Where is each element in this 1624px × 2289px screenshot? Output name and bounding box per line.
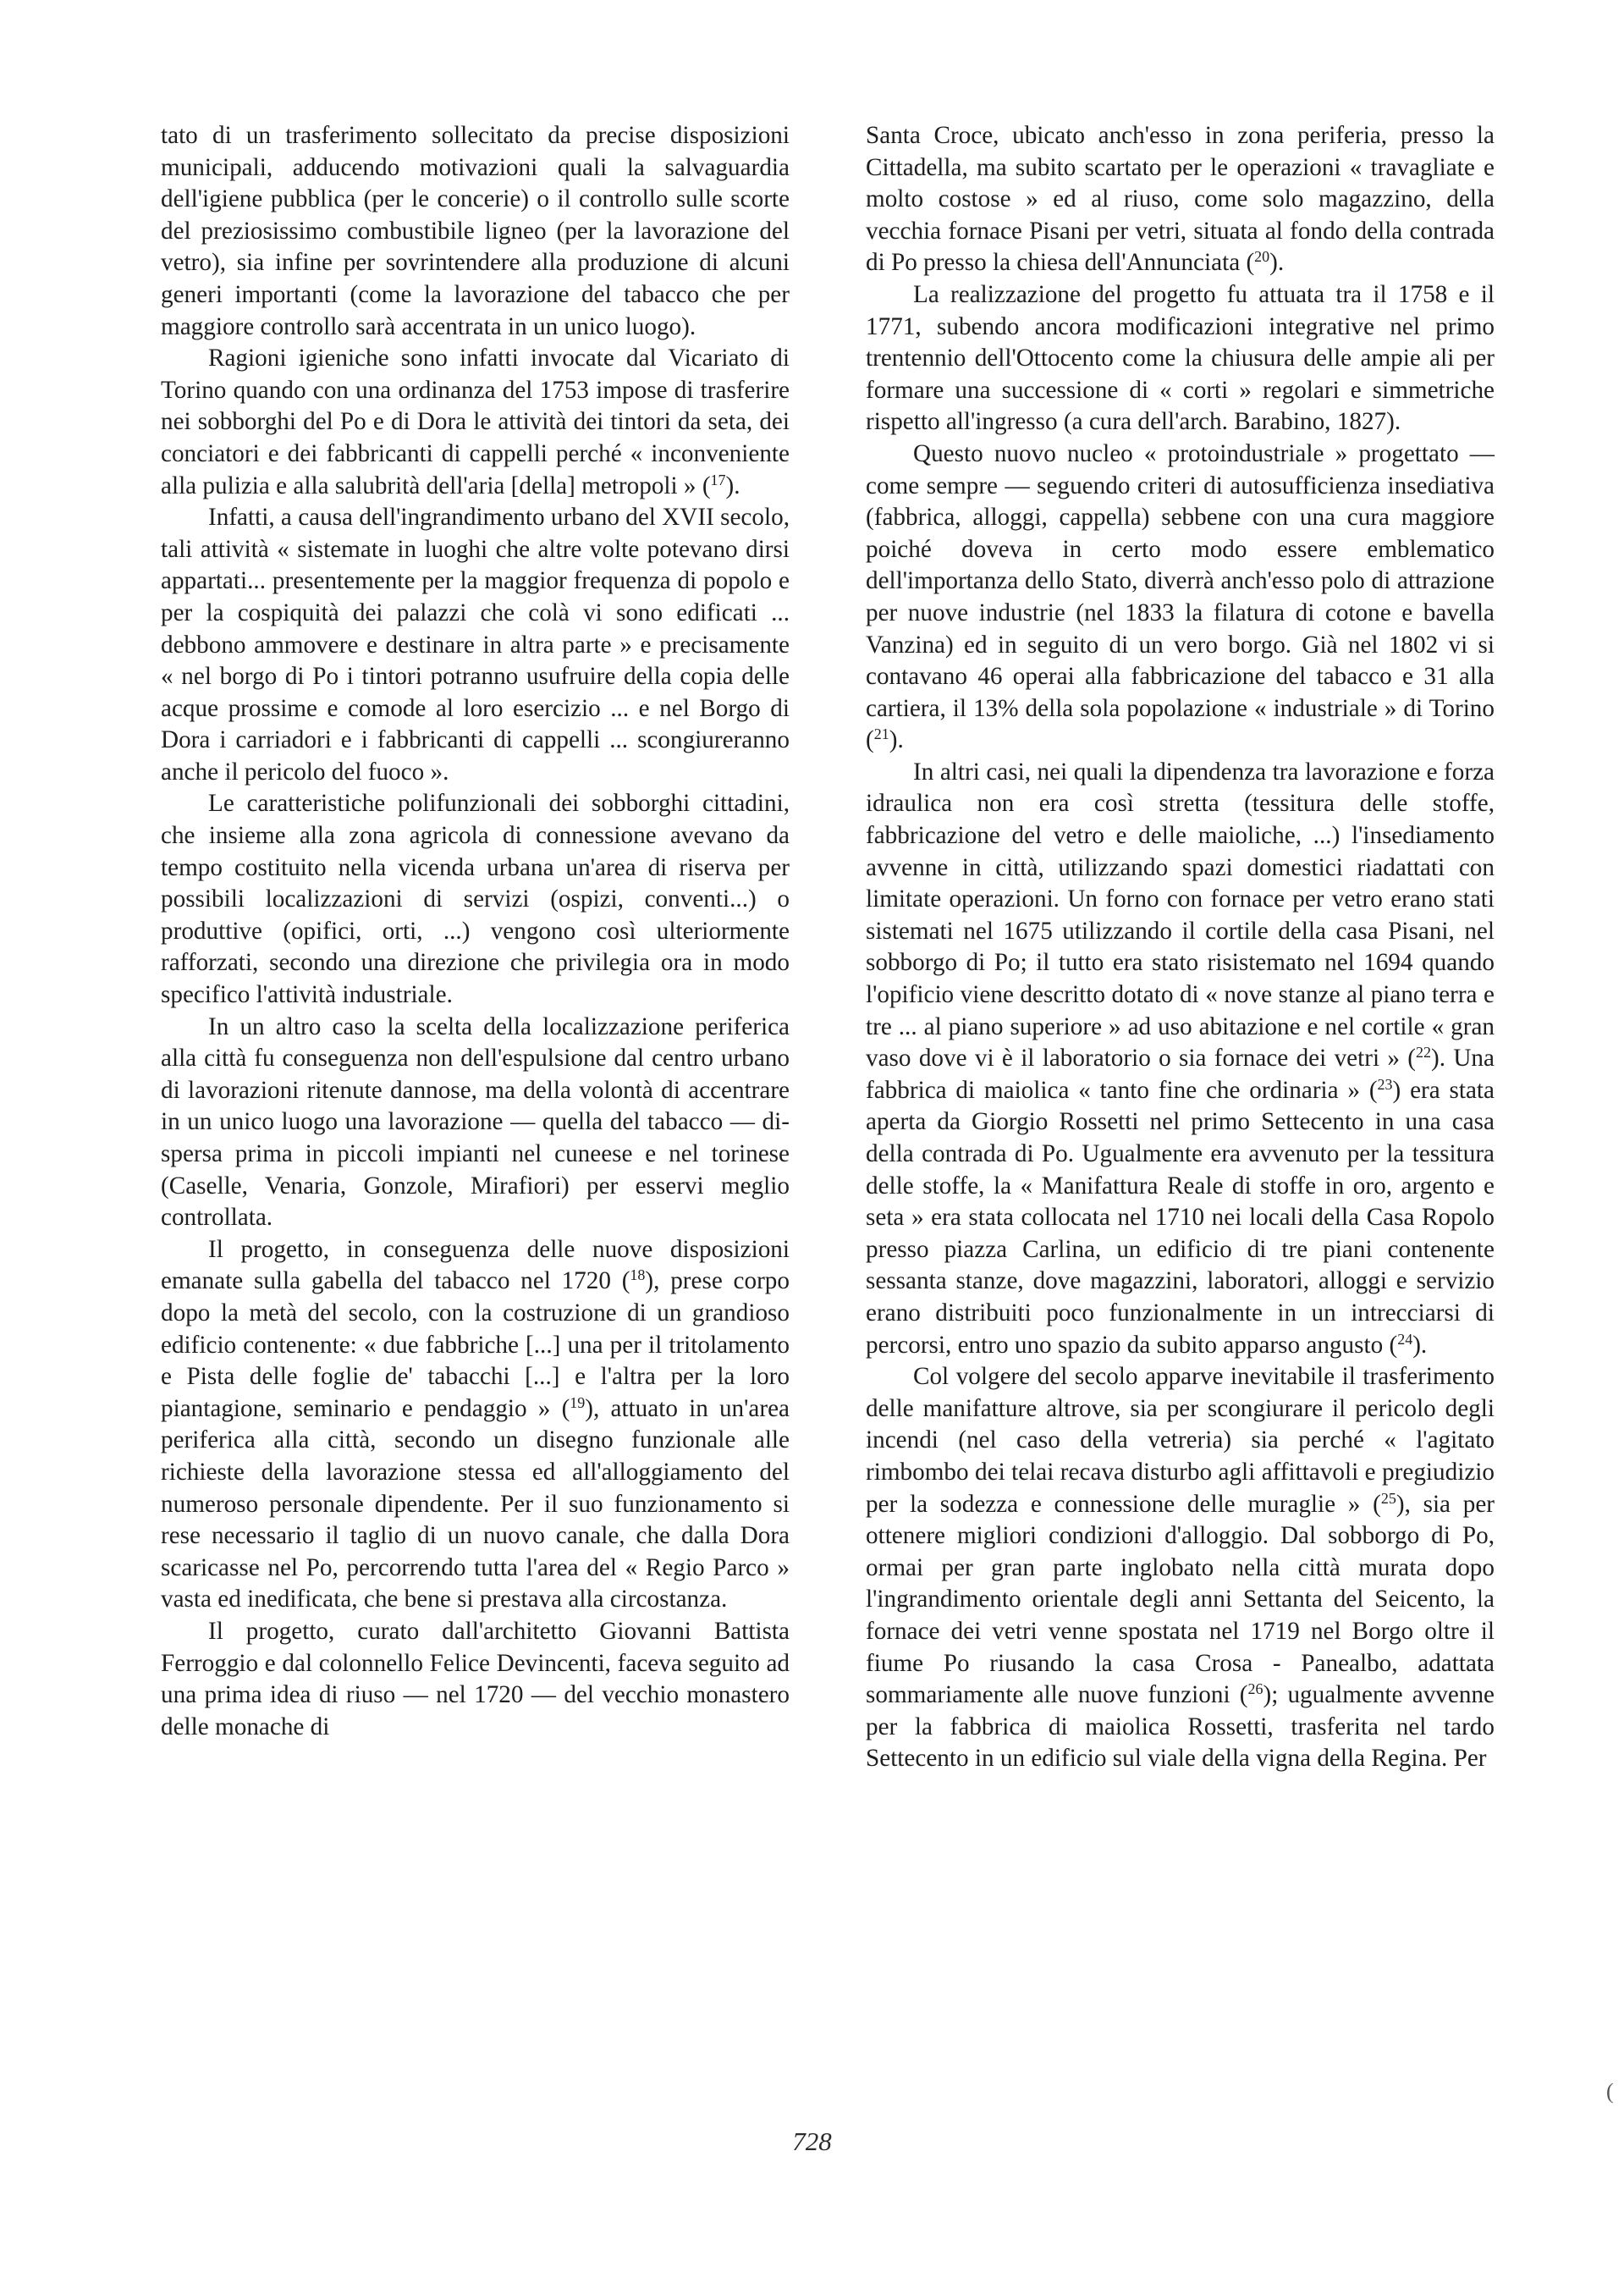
paragraph: La realizzazione del progetto fu attuata tra il 1758 e il 1771, subendo ancora modificazioni integrative nel primo trentennio dell'Ottocento come la chiusura delle ampie ali per formare una successione di « corti » regolari e simmetriche rispetto all'ingresso (a cura dell'arch. Barabino, 1827). (866, 280, 1495, 436)
paragraph: tato di un trasferimento sollecitato da precise disposizioni municipali, adducendo motivazioni quali la salvaguardia dell'igiene pubblica (per le concerie) o il controllo sulle scorte del preziosissimo combustibile ligneo (per la lavorazione del vetro), sia infine per sovrintendere alla produzione di alcuni generi importanti (come la lavorazione del tabacco che per maggiore controllo sarà accentrata in un unico luogo). (161, 122, 790, 340)
paragraph: Col volgere del secolo apparve inevitabile il trasferimento delle manifatture altrove, sia per scongiurare il pericolo degli incendi (nel caso della vetreria) sia perché « l'agitato rimbombo dei telai recava disturbo agli affittavoli e pregiudizio per la sodezza e connessione delle muraglie » ($^{25}$), sia per ottenere migliori condizioni d'alloggio. Dal sobborgo di Po, ormai per gran parte inglobato nella città murata dopo l'ingrandimento orientale degli anni Settanta del Seicento, la fornace dei vetri venne spostata nel 1719 nel Borgo oltre il fiume Po riusando la casa Crosa - Panealbo, adattata sommariamente alle nuove funzioni ($^{26}$); ugualmente avvenne per la fabbrica di maiolica Rossetti, trasferita nel tardo Settecento in un edificio sul viale della vigna della Regina. Per (866, 1363, 1495, 1773)
page-number: 728 (792, 2126, 832, 2156)
paragraph: Il progetto, in conseguenza delle nuove disposizioni emanate sulla gabella del tabacco nel 1720 ($^{18}$), prese corpo dopo la metà del secolo, con la costruzione di un grandioso edificio contenente: « due fabbriche [...] una per il tritolamento e Pista delle foglie de' tabacchi [...] e l'altra per la loro piantagione, seminario e pendaggio » ($^{19}$), attuato in un'area periferica alla città, secondo un disegno funzionale alle richieste della lavorazione stessa ed all'alloggiamento del numeroso personale dipendente. Per il suo funzionamento si rese necessario il taglio di un nuovo canale, che dalla Dora scaricasse nel Po, percorrendo tutta l'area del « Regio Parco » vasta ed inedificata, che bene si prestava alla circostanza. (161, 1235, 790, 1613)
paragraph: Le caratteristiche polifunzionali dei sobborghi cittadini, che insieme alla zona agricola di connessione avevano da tempo costituito nella vicenda urbana un'area di riserva per possibili localizzazioni di servizi (ospizi, conventi...) o produttive (opifici, orti, ...) vengono così ulteriormente rafforzati, secondo una direzione che privilegia ora in modo specifico l'attività industriale. (161, 790, 790, 1009)
paragraph: In altri casi, nei quali la dipendenza tra lavorazione e forza idraulica non era così stretta (tessitura delle stoffe, fabbricazione del vetro e delle maioliche, ...) l'insediamento avvenne in città, utilizzando spazi domestici riadattati con limitate operazioni. Un forno con fornace per vetro erano stati sistemati nel 1675 utilizzando il cortile della casa Pisani, nel sobborgo di Po; il tutto era stato risistemato nel 1694 quando l'opificio viene descritto dotato di « nove stanze al piano terra e tre ... al piano superiore » ad uso abitazione e nel cortile « gran vaso dove vi è il laboratorio o sia fornace dei vetri » ($^{22}$). Una fabbrica di maiolica « tanto fine che ordinaria » ($^{23}$) era stata aperta da Giorgio Rossetti nel primo Settecento in una casa della contrada di Po. Ugualmente era avvenuto per la tessitura delle stoffe, la « Manifattura Reale di stoffe in oro, argento e seta » era stata collocata nel 1710 nei locali della Casa Ropolo presso piazza Carlina, un edificio di tre piani contenente sessanta stanze, dove magazzini, laboratori, alloggi e servizio erano distribuiti poco funzionalmente in un intrecciarsi di percorsi, entro uno spazio da subito apparso angusto ($^{24}$). (866, 758, 1495, 1359)
right-column (866, 120, 1495, 1775)
edge-mark: ( (1606, 2079, 1614, 2104)
paragraph: In un altro caso la scelta della localizzazione periferica alla città fu conseguenza non dell'espulsione dal centro urbano di lavorazioni ritenute dannose, ma della volontà di accentrare in un unico luogo una lavorazione — quella del tabacco — dispersa prima in piccoli impianti nel cuneese e nel torinese (Caselle, Venaria, Gonzole, Mirafiori) per esservi meglio controllata. (161, 1012, 790, 1232)
paragraph: Santa Croce, ubicato anch'esso in zona periferia, presso la Cittadella, ma subito scartato per le operazioni « travagliate e molto costose » ed al riuso, come solo magazzino, della vecchia fornace Pisani per vetri, situata al fondo della contrada di Po presso la chiesa dell'Annunciata ($^{20}$). (866, 122, 1495, 277)
paragraph: Il progetto, curato dall'architetto Giovanni Battista Ferroggio e dal colonnello Felice Devincenti, faceva seguito ad una prima idea di riuso — nel 1720 — del vecchio monastero delle monache di (161, 1617, 790, 1740)
paragraph: Ragioni igieniche sono infatti invocate dal Vicariato di Torino quando con una ordinanza del 1753 impose di trasferire nei sobborghi del Po e di Dora le attività dei tintori da seta, dei conciatori e dei fabbricanti di cappelli perché « inconveniente alla pulizia e alla salubrità dell'aria [della] metropoli » ($^{17}$). (161, 345, 790, 499)
paragraph: Questo nuovo nucleo « protoindustriale » progettato — come sempre — seguendo criteri di autosufficienza insediativa (fabbrica, alloggi, cappella) sebbene con una cura maggiore poiché doveva in certo modo essere emblematico dell'importanza dello Stato, diverrà anch'esso polo di attrazione per nuove industrie (nel 1833 la filatura di cotone e bavella Vanzina) ed in seguito di un vero borgo. Già nel 1802 vi si contavano 46 operai alla fabbricazione del tabacco e 31 alla cartiera, il 13% della sola popolazione « industriale » di Torino ($^{21}$). (866, 439, 1495, 754)
left-column (161, 120, 790, 1743)
paragraph: Infatti, a causa dell'ingrandimento urbano del XVII secolo, tali attività « sistemate in luoghi che altre volte potevano dirsi appartati... presentemente per la maggior frequenza di popolo e per la cospiquità dei palazzi che colà vi sono edificati ... debbono ammovere e destinare in altra parte » e precisamente « nel borgo di Po i tintori potranno usufruire della copia delle acque prossime e comode al loro esercizio ... e nel Borgo di Dora i carriadori e i fabbricanti di cappelli ... scongiureranno anche il pericolo del fuoco ». (161, 504, 790, 786)
